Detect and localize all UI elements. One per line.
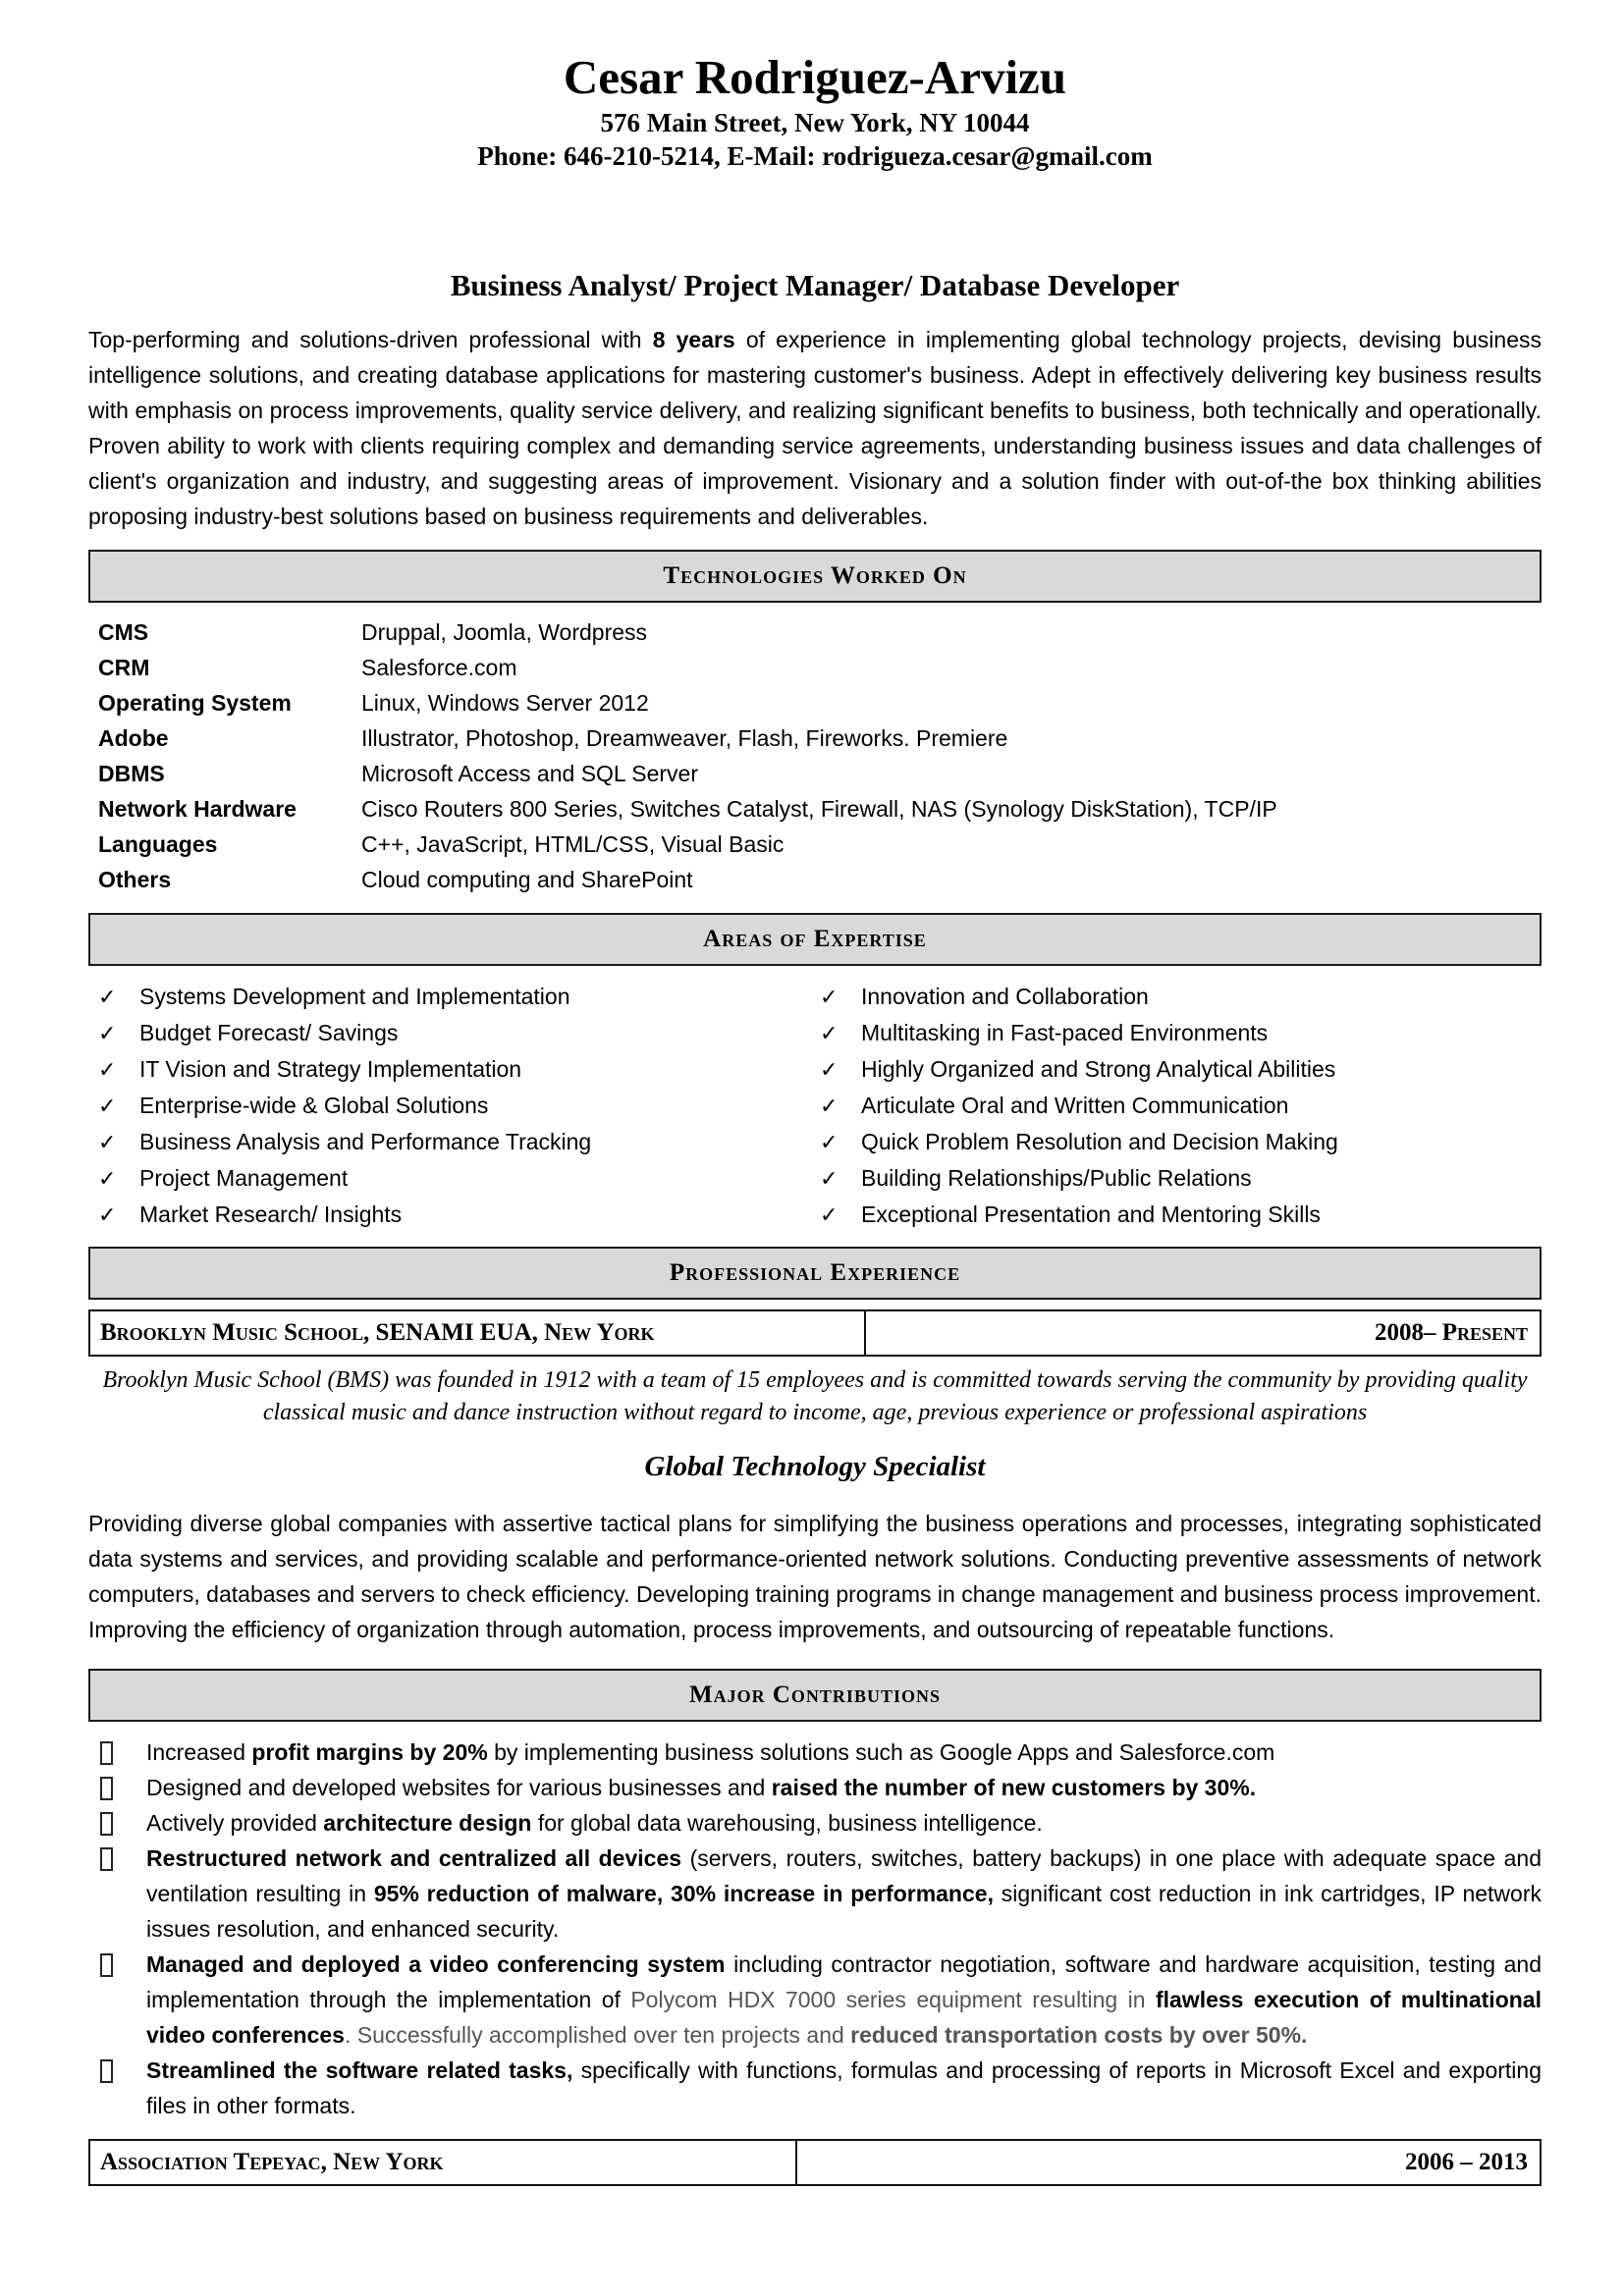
tech-value: Druppal, Joomla, Wordpress <box>361 619 648 645</box>
expertise-list <box>88 979 1542 1233</box>
table-row <box>98 650 1542 685</box>
expertise-label: IT Vision and Strategy Implementation <box>139 1056 522 1082</box>
experience-dates: 2006 – 2013 <box>1405 2149 1528 2175</box>
check-icon: ✓ <box>98 1202 117 1227</box>
contribution-text: Designed and developed websites for various businesses and raised the number of new customers by 30%. <box>146 1775 1257 1800</box>
list-item <box>88 2053 1542 2123</box>
bullet-square-icon <box>100 1777 113 1800</box>
list-item <box>98 1197 820 1233</box>
tech-value: Linux, Windows Server 2012 <box>361 690 649 716</box>
experience-org: Association Tepeyac, New York <box>90 2141 797 2184</box>
table-row <box>98 721 1542 756</box>
job-title: Business Analyst/ Project Manager/ Database Developer <box>450 268 1180 302</box>
list-item <box>88 1770 1542 1805</box>
bullet-square-icon <box>100 1847 113 1871</box>
contribution-text: Actively provided architecture design for global data warehousing, business intelligence. <box>146 1810 1043 1836</box>
list-item <box>820 1124 1542 1160</box>
expertise-label: Exceptional Presentation and Mentoring Skills <box>861 1201 1321 1227</box>
section-header-expertise: Areas of Expertise <box>88 913 1542 966</box>
contributions-list <box>88 1735 1542 2123</box>
check-icon: ✓ <box>820 1202 839 1227</box>
company-description: Brooklyn Music School (BMS) was founded in 1912 with a team of 15 employees and is committed towards serving the community by providing quality classical music and dance instruction without regard to income, age, previous experience or professional aspirations <box>102 1367 1528 1425</box>
tech-label: DBMS <box>98 761 165 786</box>
table-row <box>98 614 1542 650</box>
tech-value: C++, JavaScript, HTML/CSS, Visual Basic <box>361 831 785 857</box>
expertise-label: Multitasking in Fast-paced Environments <box>861 1020 1269 1045</box>
expertise-label: Innovation and Collaboration <box>861 984 1149 1009</box>
list-item <box>98 1015 820 1051</box>
expertise-label: Building Relationships/Public Relations <box>861 1165 1252 1191</box>
list-item <box>820 1197 1542 1233</box>
check-icon: ✓ <box>820 1130 839 1154</box>
table-row <box>98 827 1542 862</box>
contribution-text: Managed and deployed a video conferencing system including contractor negotiation, software and hardware acquisition, testing and implementation through the implementation of Polycom HDX 7000 series equipment resulting in flawless execution of multinational video conferences. Successfully accomplished over ten projects and reduced transportation costs by over 50%. <box>146 1951 1542 2048</box>
tech-value: Cisco Routers 800 Series, Switches Catalyst, Firewall, NAS (Synology DiskStation), TCP/IP <box>361 796 1277 822</box>
technologies-table <box>88 614 1542 897</box>
contribution-text: Streamlined the software related tasks, specifically with functions, formulas and processing of reports in Microsoft Excel and exporting files in other formats. <box>146 2057 1543 2118</box>
check-icon: ✓ <box>98 1021 117 1045</box>
check-icon: ✓ <box>98 1130 117 1154</box>
expertise-label: Project Management <box>139 1165 349 1191</box>
expertise-column-right <box>820 979 1542 1233</box>
tech-value: Microsoft Access and SQL Server <box>361 761 699 786</box>
contact-line: Phone: 646-210-5214, E-Mail: rodrigueza.cesar@gmail.com <box>477 141 1153 171</box>
section-header-technologies: Technologies Worked On <box>88 550 1542 603</box>
experience-row-tepeyac <box>88 2139 1542 2186</box>
list-item <box>98 1051 820 1088</box>
experience-org: Brooklyn Music School, SENAMI EUA, New York <box>90 1311 866 1355</box>
expertise-label: Systems Development and Implementation <box>139 984 570 1009</box>
check-icon: ✓ <box>820 985 839 1009</box>
bullet-square-icon <box>100 1741 113 1765</box>
check-icon: ✓ <box>98 1057 117 1082</box>
tech-value: Salesforce.com <box>361 655 517 680</box>
check-icon: ✓ <box>98 1166 117 1191</box>
tech-label: CMS <box>98 619 149 645</box>
contribution-text: Increased profit margins by 20% by implementing business solutions such as Google Apps and Salesforce.com <box>146 1739 1275 1765</box>
expertise-label: Articulate Oral and Written Communication <box>861 1093 1289 1118</box>
contribution-text: Restructured network and centralized all devices (servers, routers, switches, battery backups) in one place with adequate space and ventilation resulting in 95% reduction of malware, 30% increase in performance, significant cost reduction in ink cartridges, IP network issues resolution, and enhanced security. <box>146 1845 1543 1942</box>
check-icon: ✓ <box>820 1021 839 1045</box>
section-header-contributions: Major Contributions <box>88 1669 1542 1722</box>
section-header-experience: Professional Experience <box>88 1247 1542 1300</box>
check-icon: ✓ <box>820 1057 839 1082</box>
tech-label: Network Hardware <box>98 796 297 822</box>
tech-label: Operating System <box>98 690 292 716</box>
list-item <box>820 1051 1542 1088</box>
tech-label: Others <box>98 867 172 892</box>
expertise-label: Budget Forecast/ Savings <box>139 1020 399 1045</box>
experience-row-brooklyn <box>88 1309 1542 1357</box>
expertise-label: Market Research/ Insights <box>139 1201 403 1227</box>
list-item <box>88 1947 1542 2053</box>
check-icon: ✓ <box>820 1094 839 1118</box>
expertise-label: Quick Problem Resolution and Decision Making <box>861 1129 1338 1154</box>
tech-label: Languages <box>98 831 218 857</box>
table-row <box>98 685 1542 721</box>
tech-value: Illustrator, Photoshop, Dreamweaver, Flash, Fireworks. Premiere <box>361 725 1008 751</box>
bullet-square-icon <box>100 1812 113 1836</box>
tech-label: CRM <box>98 655 150 680</box>
expertise-label: Highly Organized and Strong Analytical Abilities <box>861 1056 1336 1082</box>
address-line: 576 Main Street, New York, NY 10044 <box>600 108 1030 137</box>
list-item <box>98 1088 820 1124</box>
list-item <box>88 1805 1542 1841</box>
table-row <box>98 756 1542 791</box>
role-title: Global Technology Specialist <box>644 1451 986 1482</box>
bullet-square-icon <box>100 2059 113 2083</box>
table-row <box>98 862 1542 897</box>
expertise-label: Enterprise-wide & Global Solutions <box>139 1093 489 1118</box>
list-item <box>98 1124 820 1160</box>
summary-paragraph: Top-performing and solutions-driven professional with 8 years of experience in implementing global technology projects, devising business intelligence solutions, and creating database applications for mastering customer's business. Adept in effectively delivering key business results with emphasis on process improvements, quality service delivery, and realizing significant benefits to business, both technically and operationally. Proven ability to work with clients requiring complex and demanding service agreements, understanding business issues and data challenges of client's organization and industry, and suggesting areas of improvement. Visionary and a solution finder with out-of-the box thinking abilities proposing industry-best solutions based on business requirements and deliverables. <box>88 327 1542 529</box>
role-summary: Providing diverse global companies with assertive tactical plans for simplifying the business operations and processes, integrating sophisticated data systems and services, and providing scalable and performance-oriented network solutions. Conducting preventive assessments of network computers, databases and servers to check efficiency. Developing training programs in change management and business process improvement. Improving the efficiency of organization through automation, process improvements, and outsourcing of repeatable functions. <box>88 1511 1542 1642</box>
expertise-column-left <box>98 979 820 1233</box>
check-icon: ✓ <box>98 1094 117 1118</box>
list-item <box>98 979 820 1015</box>
list-item <box>820 979 1542 1015</box>
list-item <box>820 1088 1542 1124</box>
tech-value: Cloud computing and SharePoint <box>361 867 693 892</box>
expertise-label: Business Analysis and Performance Tracking <box>139 1129 592 1154</box>
person-name: Cesar Rodriguez-Arvizu <box>563 50 1067 104</box>
list-item <box>820 1015 1542 1051</box>
experience-dates: 2008– Present <box>1374 1319 1528 1346</box>
check-icon: ✓ <box>98 985 117 1009</box>
tech-label: Adobe <box>98 725 169 751</box>
list-item <box>820 1160 1542 1197</box>
list-item <box>98 1160 820 1197</box>
list-item <box>88 1841 1542 1947</box>
table-row <box>98 791 1542 827</box>
list-item <box>88 1735 1542 1770</box>
bullet-square-icon <box>100 1953 113 1977</box>
check-icon: ✓ <box>820 1166 839 1191</box>
